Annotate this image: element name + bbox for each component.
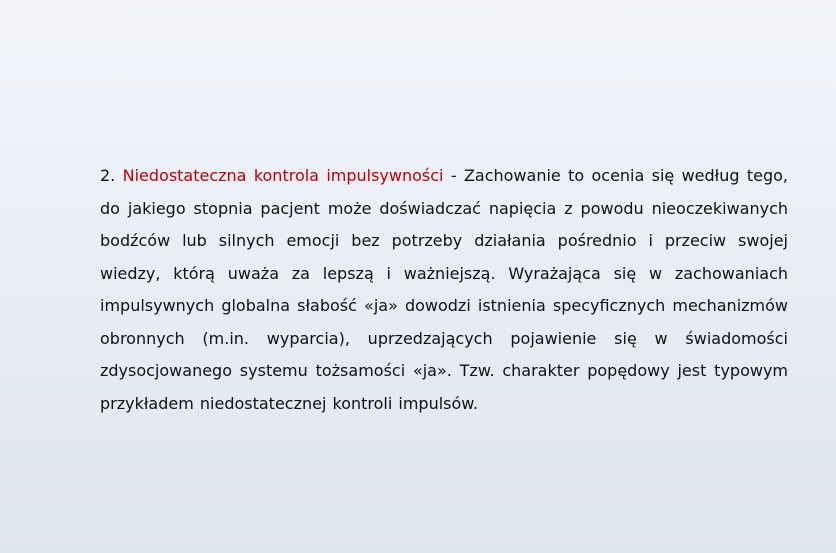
term-heading: Niedostateczna kontrola impulsywności bbox=[122, 166, 444, 185]
definition-text: - Zachowanie to ocenia się według tego, do jakiego stopnia pacjent może doświadczać napięcia z powodu nieoczekiwanych bodźców lub silnych emocji bez potrzeby działania pośrednio i przeciw swojej wiedzy, którą uważa za lepszą i ważniejszą. Wyrażająca się w zachowaniach impulsywnych globalna słabość «ja» dowodzi istnienia specyficznych mechanizmów obronnych (m.in. wyparcia), uprzedzających pojawienie się w świadomości zdysocjowanego systemu tożsamości «ja». Tzw. charakter popędowy jest typowym przykładem niedostatecznej kontroli impulsów. bbox=[100, 166, 789, 413]
item-number: 2. bbox=[100, 166, 123, 185]
paragraph bbox=[100, 160, 788, 420]
